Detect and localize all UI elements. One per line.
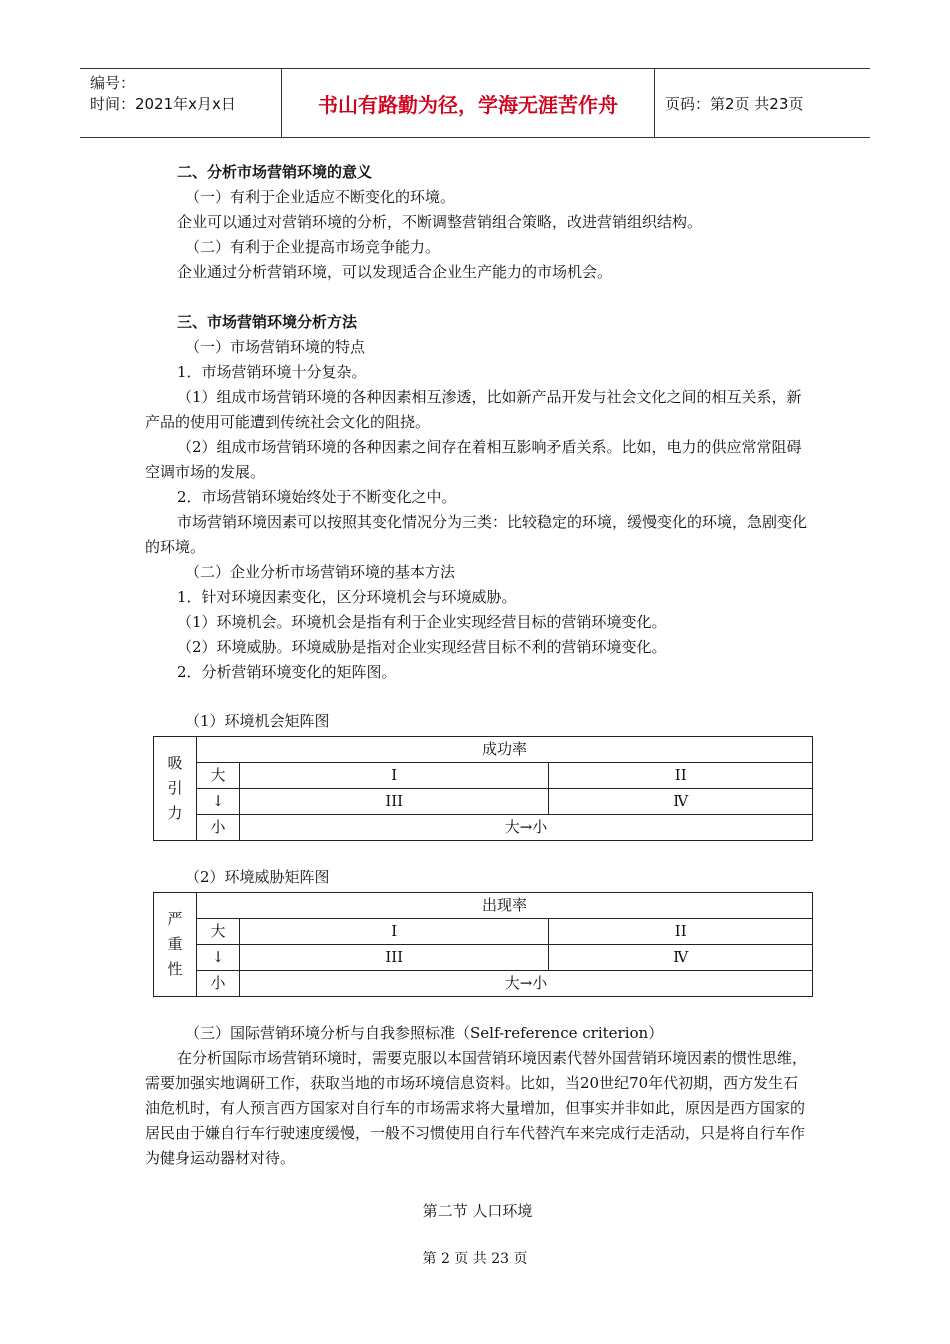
paragraph: （一）有利于企业适应不断变化的环境。 bbox=[185, 188, 456, 206]
matrix-cell: Ⅳ bbox=[549, 789, 813, 815]
paragraph: 在分析国际市场营销环境时，需要克服以本国营销环境因素代替外国营销环境因素的惯性思维，需要加强实地调研工作，获取当地的市场环境信息资料。比如，当20世纪70年代初期，西方发生石油危机时，有人预言西方国家对自行车的市场需求将大量增加，但事实并非如此，原因是西方国家的居民由于嫌自行车行驶速度缓慢，一般不习惯使用自行车代替汽车来完成行走活动，只是将自行车作为健身运动器材对待。 bbox=[145, 1049, 808, 1167]
page-footer: 第 2 页 共 23 页 bbox=[422, 1251, 528, 1267]
matrix-scale-bottom: 小 bbox=[197, 815, 240, 841]
paragraph: （一）市场营销环境的特点 bbox=[185, 338, 366, 356]
matrix-scale-top: 大 bbox=[197, 763, 240, 789]
arrow-down-icon: ↓ bbox=[197, 789, 240, 815]
header-motto: 书山有路勤为径，学海无涯苦作舟 bbox=[282, 69, 655, 137]
paragraph: （1）组成市场营销环境的各种因素相互渗透，比如新产品开发与社会文化之间的相互关系，新产品的使用可能遭到传统社会文化的阻挠。 bbox=[145, 388, 802, 431]
header-page-info: 页码：第2页 共23页 bbox=[665, 94, 804, 113]
paragraph: 企业通过分析营销环境，可以发现适合企业生产能力的市场机会。 bbox=[177, 263, 613, 281]
paragraph: 1．针对环境因素变化，区分环境机会与环境威胁。 bbox=[177, 588, 517, 606]
matrix-cell: II bbox=[549, 763, 813, 789]
matrix-cell: Ⅳ bbox=[549, 945, 813, 971]
matrix-scale: 大→小 bbox=[240, 815, 813, 841]
paragraph: 2．分析营销环境变化的矩阵图。 bbox=[177, 663, 397, 681]
matrix-cell: III bbox=[240, 945, 549, 971]
arrow-down-icon: ↓ bbox=[197, 945, 240, 971]
matrix-row-label: 吸 引 力 bbox=[154, 737, 197, 841]
paragraph: （2）环境威胁。环境威胁是指对企业实现经营目标不利的营销环境变化。 bbox=[177, 638, 667, 656]
matrix-row-label: 严 重 性 bbox=[154, 893, 197, 997]
matrix-caption: （2）环境威胁矩阵图 bbox=[185, 868, 330, 886]
section-title: 三、市场营销环境分析方法 bbox=[177, 313, 358, 331]
header-meta bbox=[80, 69, 282, 137]
paragraph: （二）企业分析市场营销环境的基本方法 bbox=[185, 563, 456, 581]
matrix-col-header: 出现率 bbox=[197, 893, 813, 919]
paragraph: 1．市场营销环境十分复杂。 bbox=[177, 363, 367, 381]
matrix-cell: III bbox=[240, 789, 549, 815]
paragraph: （1）环境机会。环境机会是指有利于企业实现经营目标的营销环境变化。 bbox=[177, 613, 667, 631]
chapter-heading: 第二节 人口环境 bbox=[422, 1202, 533, 1220]
page-header bbox=[80, 68, 870, 138]
section-title: 二、分析市场营销环境的意义 bbox=[177, 163, 373, 181]
document-body bbox=[145, 160, 810, 1224]
matrix-scale-top: 大 bbox=[197, 919, 240, 945]
opportunity-matrix bbox=[153, 736, 813, 841]
matrix-col-header: 成功率 bbox=[197, 737, 813, 763]
matrix-cell: I bbox=[240, 919, 549, 945]
matrix-cell: II bbox=[549, 919, 813, 945]
matrix-scale: 大→小 bbox=[240, 971, 813, 997]
paragraph: （三）国际营销环境分析与自我参照标准（Self-reference criterion） bbox=[185, 1024, 664, 1042]
paragraph: （2）组成市场营销环境的各种因素之间存在着相互影响矛盾关系。比如，电力的供应常常阻碍空调市场的发展。 bbox=[145, 438, 802, 481]
time-label: 时间：2021年x月x日 bbox=[90, 95, 236, 113]
paragraph: 企业可以通过对营销环境的分析，不断调整营销组合策略，改进营销组织结构。 bbox=[177, 213, 703, 231]
paragraph: 2．市场营销环境始终处于不断变化之中。 bbox=[177, 488, 457, 506]
matrix-caption: （1）环境机会矩阵图 bbox=[185, 712, 330, 730]
paragraph: （二）有利于企业提高市场竞争能力。 bbox=[185, 238, 441, 256]
threat-matrix bbox=[153, 892, 813, 997]
number-label: 编号： bbox=[90, 74, 136, 92]
paragraph: 市场营销环境因素可以按照其变化情况分为三类：比较稳定的环境，缓慢变化的环境，急剧变化的环境。 bbox=[145, 513, 808, 556]
matrix-scale-bottom: 小 bbox=[197, 971, 240, 997]
matrix-cell: I bbox=[240, 763, 549, 789]
